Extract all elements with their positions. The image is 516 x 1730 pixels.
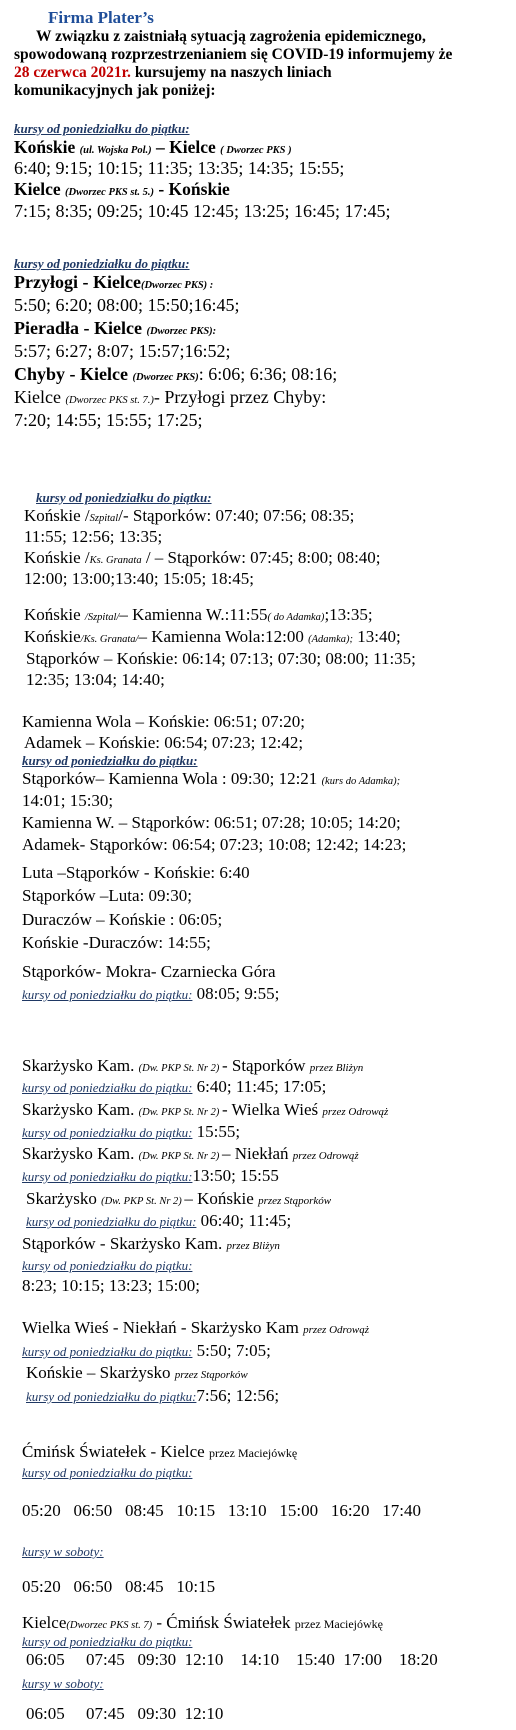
weekday-label: kursy od poniedziałku do piątku: — [22, 1465, 193, 1480]
route-kielce-konskie: Kielce (Dworzec PKS st. 5.) - Końskie — [14, 179, 230, 199]
times: kursy od poniedziałku do piątku:13:50; 15:55 — [22, 1166, 279, 1185]
weekday-label: kursy od poniedziałku do piątku: — [22, 1634, 193, 1649]
schedule-line: Końskie /Szpital/- Stąporków: 07:40; 07:56; 08:35; — [24, 506, 355, 525]
route-line: Skarżysko Kam. (Dw. PKP St. Nr 2) - Stąporków przez Bliżyn — [22, 1056, 364, 1075]
schedule-line: kursy od poniedziałku do piątku: 08:05; 9:55; — [22, 984, 280, 1003]
intro-line-4: komunikacyjnych jak poniżej: — [14, 82, 216, 99]
times: kursy od poniedziałku do piątku: 06:40; 11:45; — [26, 1211, 292, 1230]
route-chyby-kielce: Chyby - Kielce (Dworzec PKS): 6:06; 6:36; 08:16; — [14, 364, 338, 384]
schedule-line: Końskie/Ks. Granata/– Kamienna Wola:12:00 (Adamka); 13:40; — [24, 627, 401, 646]
schedule-line: Adamek- Stąporków: 06:54; 07:23; 10:08; 12:42; 14:23; — [22, 835, 407, 854]
route-kielce-przylogi: Kielce (Dworzec PKS st. 7.)- Przyłogi przez Chyby: — [14, 387, 327, 407]
schedule-line: Kamienna W. – Stąporków: 06:51; 07:28; 10:05; 14:20; — [22, 813, 401, 832]
times: kursy od poniedziałku do piątku:7:56; 12:56; — [26, 1386, 280, 1405]
schedule-line: Duraczów – Końskie : 06:05; — [22, 910, 223, 929]
schedule-line: Stąporków- Mokra- Czarniecka Góra — [22, 962, 276, 981]
route-line: Skarżysko Kam. (Dw. PKP St. Nr 2) – Niekłań przez Odrowąż — [22, 1144, 359, 1163]
weekday-label: kursy od poniedziałku do piątku: — [14, 256, 190, 271]
times: 5:50; 6:20; 08:00; 15:50;16:45; — [14, 295, 240, 315]
schedule-line: Stąporków– Kamienna Wola : 09:30; 12:21 (kurs do Adamka); — [22, 769, 401, 788]
route-line: Końskie – Skarżysko przez Stąporków — [26, 1363, 248, 1382]
schedule-line: 12:35; 13:04; 14:40; — [26, 670, 165, 689]
schedule-line: Kamienna Wola – Końskie: 06:51; 07:20; — [22, 712, 306, 731]
times: 6:40; 9:15; 10:15; 11:35; 13:35; 14:35; 15:55; — [14, 158, 345, 178]
route-cminsk-kielce: Ćmińsk Światełek - Kielce przez Maciejówkę — [22, 1442, 298, 1461]
route-przylogi-kielce: Przyłogi - Kielce(Dworzec PKS) : — [14, 272, 214, 292]
route-line: Skarżysko (Dw. PKP St. Nr 2) – Końskie przez Stąporków — [26, 1189, 332, 1208]
route-konskie-kielce: Końskie (ul. Wojska Pol.) – Kielce ( Dworzec PKS ) — [14, 137, 292, 157]
intro-line-3: 28 czerwca 2021r. kursujemy na naszych liniach — [14, 64, 332, 81]
schedule-line: 12:00; 13:00;13:40; 15:05; 18:45; — [24, 569, 254, 588]
route-kielce-cminsk: Kielce(Dworzec PKS st. 7) - Ćmińsk Światełek przez Maciejówkę — [22, 1613, 384, 1632]
schedule-line: Stąporków – Końskie: 06:14; 07:13; 07:30; 08:00; 11:35; — [26, 649, 416, 668]
times: 8:23; 10:15; 13:23; 15:00; — [22, 1276, 201, 1295]
route-line: Stąporków - Skarżysko Kam. przez Bliżyn — [22, 1234, 280, 1253]
weekday-label: kursy od poniedziałku do piątku: — [36, 490, 212, 505]
times: 7:20; 14:55; 15:55; 17:25; — [14, 410, 203, 430]
schedule-line: Luta –Stąporków - Końskie: 6:40 — [22, 863, 250, 882]
saturday-times: 05:20 06:50 08:45 10:15 — [22, 1577, 216, 1596]
saturday-times: 06:05 07:45 09:30 12:10 — [26, 1704, 224, 1723]
schedule-line: 11:55; 12:56; 13:35; — [24, 527, 163, 546]
effective-date: 28 czerwca 2021r. — [14, 64, 131, 81]
saturday-label: kursy w soboty: — [22, 1676, 104, 1691]
schedule-line: Adamek – Końskie: 06:54; 07:23; 12:42; — [24, 733, 304, 752]
intro-line-1: W związku z zaistniałą sytuacją zagrożenia epidemicznego, — [36, 28, 426, 45]
times: kursy od poniedziałku do piątku: 5:50; 7:05; — [22, 1341, 271, 1360]
weekday-times: 06:05 07:45 09:30 12:10 14:10 15:40 17:00 18:20 — [26, 1650, 438, 1669]
saturday-label: kursy w soboty: — [22, 1544, 104, 1559]
weekday-times: 05:20 06:50 08:45 10:15 13:10 15:00 16:20 17:40 — [22, 1501, 422, 1520]
times: kursy od poniedziałku do piątku: 6:40; 11:45; 17:05; — [22, 1077, 327, 1096]
route-line: Wielka Wieś - Niekłań - Skarżysko Kam przez Odrowąż — [22, 1318, 370, 1337]
times: 7:15; 8:35; 09:25; 10:45 12:45; 13:25; 16:45; 17:45; — [14, 201, 391, 221]
schedule-line: Stąporków –Luta: 09:30; — [22, 886, 192, 905]
schedule-line: 14:01; 15:30; — [22, 791, 114, 810]
company-name: Firma Plater’s — [48, 8, 154, 27]
weekday-label: kursy od poniedziałku do piątku: — [14, 121, 190, 136]
times: kursy od poniedziałku do piątku: 15:55; — [22, 1122, 241, 1141]
schedule-line: Końskie /Szpital/– Kamienna W.:11:55( do Adamka);13:35; — [24, 605, 373, 624]
weekday-label: kursy od poniedziałku do piątku: — [22, 1258, 193, 1273]
route-pieradla-kielce: Pieradła - Kielce (Dworzec PKS): — [14, 318, 217, 338]
weekday-label: kursy od poniedziałku do piątku: — [22, 753, 198, 768]
times: 5:57; 6:27; 8:07; 15:57;16:52; — [14, 341, 231, 361]
schedule-line: Końskie -Duraczów: 14:55; — [22, 933, 211, 952]
route-line: Skarżysko Kam. (Dw. PKP St. Nr 2) - Wielka Wieś przez Odrowąż — [22, 1100, 389, 1119]
intro-line-2: spowodowaną rozprzestrzenianiem się COVID-19 informujemy że — [14, 46, 453, 63]
schedule-line: Końskie /Ks. Granata / – Stąporków: 07:45; 8:00; 08:40; — [24, 548, 381, 567]
